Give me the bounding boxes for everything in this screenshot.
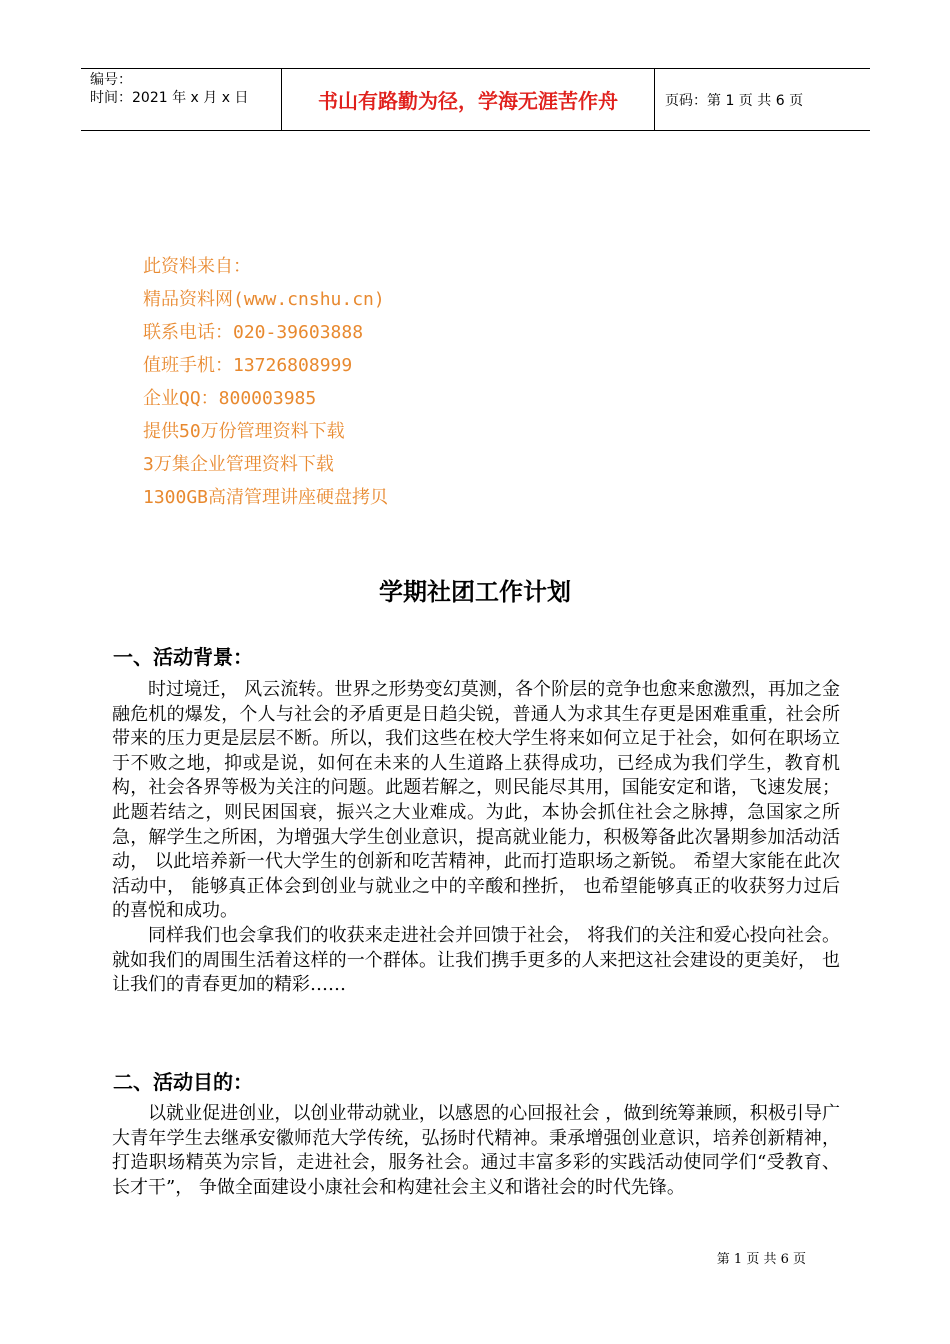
source-line: 联系电话：020-39603888 — [143, 322, 364, 343]
number-label: 编号： — [90, 72, 132, 88]
section1-body — [112, 678, 840, 998]
source-line: 值班手机：13726808999 — [143, 355, 353, 376]
source-line: 精品资料网(www.cnshu.cn) — [143, 289, 385, 310]
section2-heading: 二、活动目的： — [113, 1070, 253, 1094]
source-info-block — [143, 250, 388, 514]
source-line: 3万集企业管理资料下载 — [143, 454, 334, 475]
source-line: 企业QQ：800003985 — [143, 388, 317, 409]
page-header — [81, 68, 870, 131]
header-page-info: 页码：第 1 页 共 6 页 — [665, 92, 804, 109]
paragraph: 以就业促进创业，以创业带动就业，以感恩的心回报社会 ，做到统筹兼顾，积极引导广大青年学生去继承安徽师范大学传统，弘扬时代精神。秉承增强创业意识，培养创新精神，打造职场精英为宗旨，走进社会，服务社会。通过丰富多彩的实践活动使同学们“受教育、长才干”， 争做全面建设小康社会和构建社会主义和谐社会的时代先锋。 — [112, 1103, 840, 1198]
header-meta — [81, 69, 282, 130]
page-footer: 第 1 页 共 6 页 — [716, 1252, 806, 1267]
source-line: 1300GB高清管理讲座硬盘拷贝 — [143, 487, 389, 508]
paragraph: 同样我们也会拿我们的收获来走进社会并回馈于社会， 将我们的关注和爱心投向社会。就如我们的周围生活着这样的一个群体。让我们携手更多的人来把这社会建设的更美好， 也让我们的青春更加的精彩…… — [112, 924, 840, 996]
header-motto: 书山有路勤为径，学海无涯苦作舟 — [282, 69, 655, 130]
source-line: 此资料来自： — [143, 256, 251, 277]
document-title: 学期社团工作计划 — [379, 578, 571, 606]
section2-body — [112, 1102, 840, 1200]
section1-heading: 一、活动背景： — [113, 645, 253, 669]
paragraph: 时过境迁， 风云流转。世界之形势变幻莫测，各个阶层的竞争也愈来愈激烈，再加之金融危机的爆发，个人与社会的矛盾更是日趋尖锐，普通人为求其生存更是困难重重，社会所带来的压力更是层层不断。所以，我们这些在校大学生将来如何立足于社会，如何在职场立于不败之地，抑或是说，如何在未来的人生道路上获得成功，已经成为我们学生，教育机构，社会各界等极为关注的问题。此题若解之，则民能尽其用，国能安定和谐，飞速发展；此题若结之，则民困国衰，振兴之大业难成。为此，本协会抓住社会之脉搏，急国家之所急，解学生之所困，为增强大学生创业意识，提高就业能力，积极筹备此次暑期参加活动活动， 以此培养新一代大学生的创新和吃苦精神，此而打造职场之新锐。 希望大家能在此次活动中， 能够真正体会到创业与就业之中的辛酸和挫折， 也希望能够真正的收获努力过后的喜悦和成功。 — [112, 679, 840, 922]
time-label: 时间：2021 年 x 月 x 日 — [90, 90, 249, 106]
source-line: 提供50万份管理资料下载 — [143, 421, 345, 442]
